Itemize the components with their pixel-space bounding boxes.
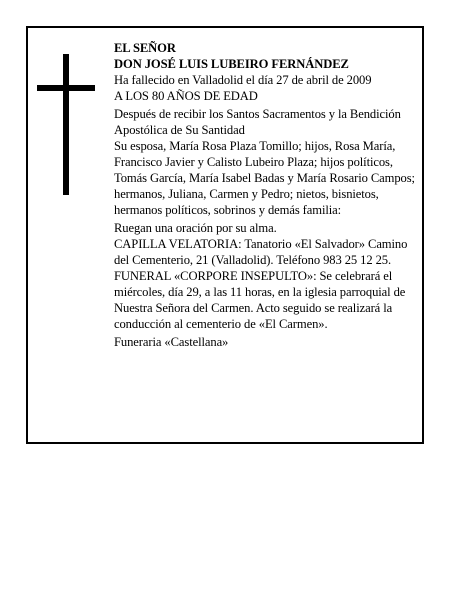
funeral-paragraph: FUNERAL «CORPORE INSEPULTO»: Se celebrará el miércoles, día 29, a las 11 horas, en la iglesia parroquial de Nuestra Señora del Carmen. Acto seguido se realizará la conducción al cementerio de «El Carmen». bbox=[114, 269, 406, 331]
prayer-line: Ruegan una oración por su alma. bbox=[114, 221, 277, 235]
title-line-1: EL SEÑOR bbox=[114, 41, 176, 55]
death-line: Ha fallecido en Valladolid el día 27 de abril de 2009 bbox=[114, 73, 372, 87]
deceased-name: DON JOSÉ LUIS LUBEIRO FERNÁNDEZ bbox=[114, 57, 349, 71]
obituary-text bbox=[114, 40, 420, 350]
cross-vertical-bar bbox=[63, 54, 69, 195]
chapel-paragraph: CAPILLA VELATORIA: Tanatorio «El Salvador» Camino del Cementerio, 21 (Valladolid). Teléfono 983 25 12 25. bbox=[114, 237, 408, 267]
age-line: A LOS 80 AÑOS DE EDAD bbox=[114, 89, 258, 103]
funeral-home-line: Funeraria «Castellana» bbox=[114, 335, 229, 349]
sacraments-paragraph: Después de recibir los Santos Sacramentos y la Bendición Apostólica de Su Santidad bbox=[114, 107, 401, 137]
family-paragraph: Su esposa, María Rosa Plaza Tomillo; hijos, Rosa María, Francisco Javier y Calisto Lubeiro Plaza; hijos políticos, Tomás García, María Isabel Badas y María Rosario Campos; hermanos, Juliana, Carmen y Pedro; nietos, bisnietos, hermanos políticos, sobrinos y demás familia: bbox=[114, 139, 415, 217]
cross-horizontal-bar bbox=[37, 85, 95, 91]
